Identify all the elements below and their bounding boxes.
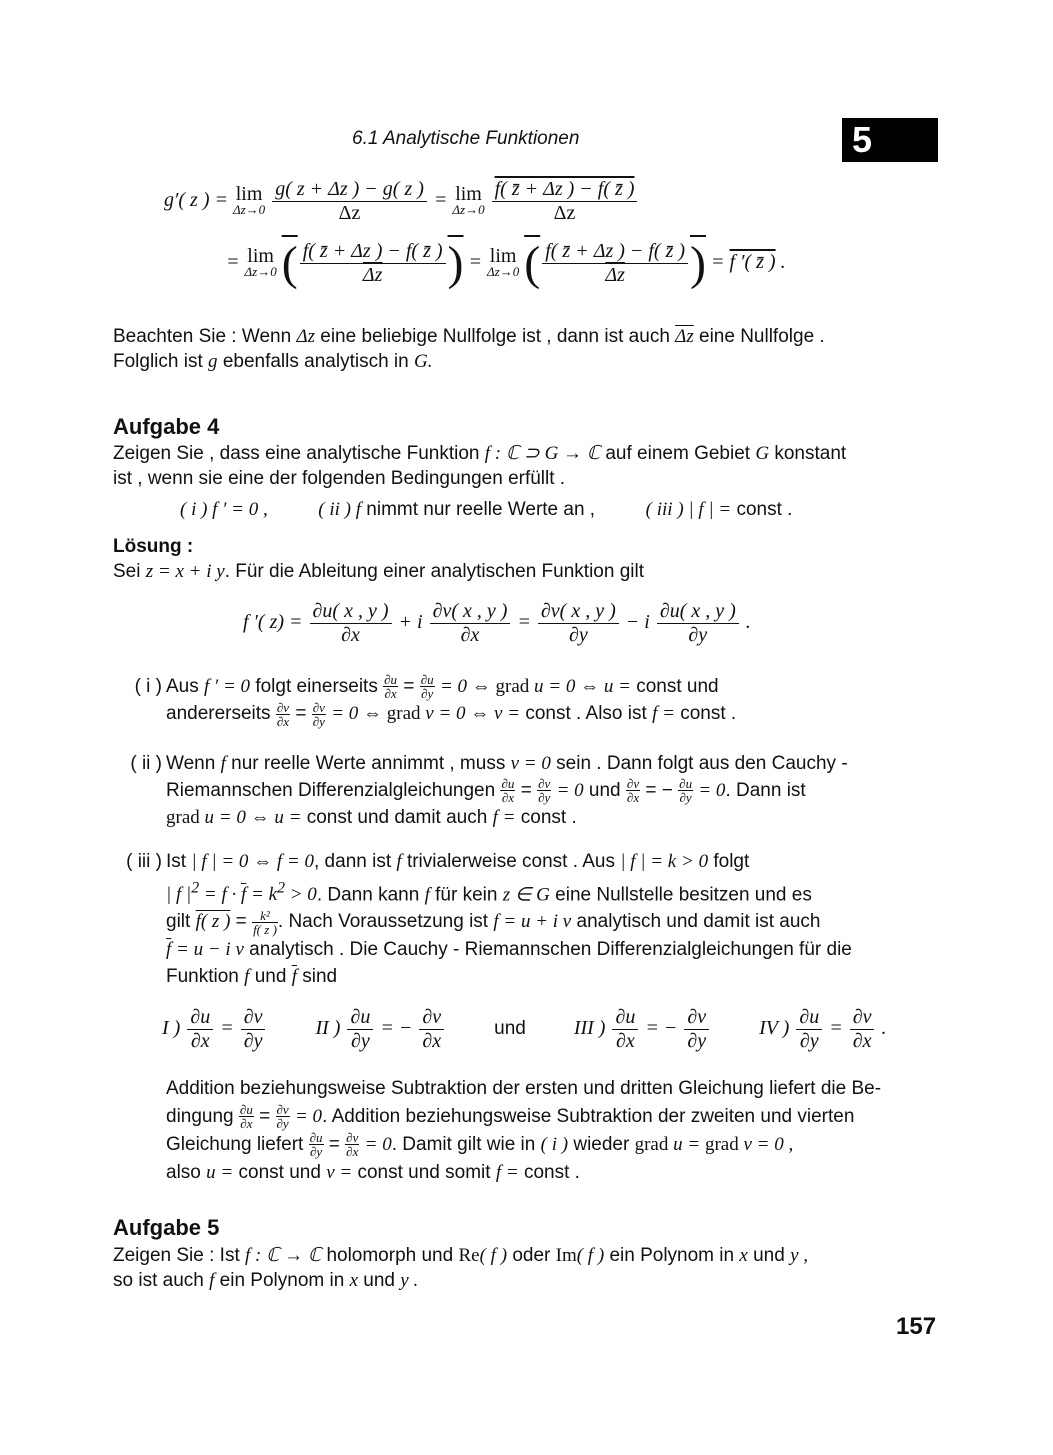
chapter-badge: 5 xyxy=(842,118,938,162)
equation-g-prime: g′( z ) = lim Δz→0 $\frac{g( z + \Delta z ) - g( z )}{\Delta z}$ = lim Δz→0 $\frac{f( z̄ + \Delta z ) - f( z̄ )}{\Delta z}$ xyxy=(164,178,639,225)
running-header: 6.1 Analytische Funktionen xyxy=(352,128,580,149)
aufgabe-5-text: Zeigen Sie : Ist f : ℂ → ℂ holomorph und Re( f ) oder Im( f ) ein Polynom in x und y , so ist auch f ein Polynom in x und y . xyxy=(113,1245,808,1291)
page-number: 157 xyxy=(896,1313,937,1340)
aufgabe-4-conditions: ( i ) f ′ = 0 , ( ii ) f nimmt nur reelle Werte an , ( iii ) | f | = const . xyxy=(180,499,793,520)
aufgabe-5-title: Aufgabe 5 xyxy=(113,1215,220,1240)
aufgabe-4-text: Zeigen Sie , dass eine analytische Funktion f : ℂ ⊃ G → ℂ auf einem Gebiet G konstant ist , wenn sie eine der folgenden Bedingungen erfüllt . xyxy=(113,443,847,489)
item-iii-continuation: Addition beziehungsweise Subtraktion der ersten und dritten Gleichung liefert die Be- dingung $\frac{\partial u}{\partial x}$ = $\frac{\partial v}{\partial y}$ = 0. Addition beziehungsweise Subtraktion der zweiten und vierten Gleichung liefert $\frac{\partial u}{\partial y}$ = $\frac{\partial v}{\partial x}$ = 0. Damit gilt wie in ( i ) wieder grad u = grad v = 0 , also u = const und v = const und somit f = const . xyxy=(166,1078,882,1183)
solution-item-iii: ( iii ) Ist | f | = 0 ⇔ f = 0, dann ist f trivialerweise const . Aus | f | = k > 0 folgt | f $|^2 = f \cdot \overline{f} = k^2 > 0$. Dann kann f für kein z ∈ G eine Nullstelle besitzen und es gilt f( z ) = $\frac{\text{k²}}{f( z )}$ . Nach Voraussetzung ist f = u + i v analytisch und damit ist auch $\overline{f} = u - i$ v analytisch . Die Cauchy - Riemannschen Differenzialgleichungen für die Funktion f und $\overline{f}$ sind xyxy=(126,851,852,987)
equation-derivative: f ′( z) = $\frac{\partial u( x , y )}{\partial x}$ + i $\frac{\partial v( x , y )}{\partial x}$ = $\frac{\partial v( x , y )}{\partial y}$ − i $\frac{\partial u( x , y )}{\partial y}$ . xyxy=(243,600,751,646)
equation-g-prime-cont: = lim Δz→0 ( $\frac{f( z̄ + \Delta z ) - f( z̄ )}{\Delta z}$ ) = lim Δz→0 ( $\frac{f( z̄ + \Delta z ) - f( z̄ )}{\Delta z}$ ) = f ′( z̄ ) . xyxy=(226,237,786,290)
solution-item-i: ( i ) Aus f ′ = 0 folgt einerseits $\frac{\partial u}{\partial x}$ = $\frac{\partial u}{\partial y}$ = 0 ⇔ grad u = 0 ⇔ u = const und andererseits $\frac{\partial v}{\partial x}$ = $\frac{\partial v}{\partial y}$ = 0 ⇔ grad v = 0 ⇔ v = const . Also ist f = const . xyxy=(134,672,737,729)
loesung-intro: Sei z = x + i y. Für die Ableitung einer analytischen Funktion gilt xyxy=(113,561,644,582)
equation-cauchy-riemann: I ) $\frac{\partial u}{\partial x}$ = $\frac{\partial v}{\partial y}$ II ) $\frac{\partial u}{\partial y}$ = − $\frac{\partial v}{\partial x}$ und III ) $\frac{\partial u}{\partial x}$ = − $\frac{\partial v}{\partial y}$ IV ) $\frac{\partial u}{\partial y}$ = $\frac{\partial v}{\partial x}$ . xyxy=(162,1006,887,1052)
solution-item-ii: ( ii ) Wenn f nur reelle Werte annimmt , muss v = 0 sein . Dann folgt aus den Cauchy - Riemannschen Differenzialgleichungen $\frac{\partial u}{\partial x}$ = $\frac{\partial v}{\partial y}$ = 0 und $\frac{\partial v}{\partial x}$ = − $\frac{\partial u}{\partial y}$ = 0. Dann ist grad u = 0 ⇔ u = const und damit auch f = const . xyxy=(130,753,848,829)
note-paragraph: Beachten Sie : Wenn Δz eine beliebige Nullfolge ist , dann ist auch $\overline{\Delta z}$ eine Nullfolge . Folglich ist g ebenfalls analytisch in G. xyxy=(113,326,825,372)
aufgabe-4-title: Aufgabe 4 xyxy=(113,414,220,439)
loesung-title: Lösung : xyxy=(113,536,194,557)
